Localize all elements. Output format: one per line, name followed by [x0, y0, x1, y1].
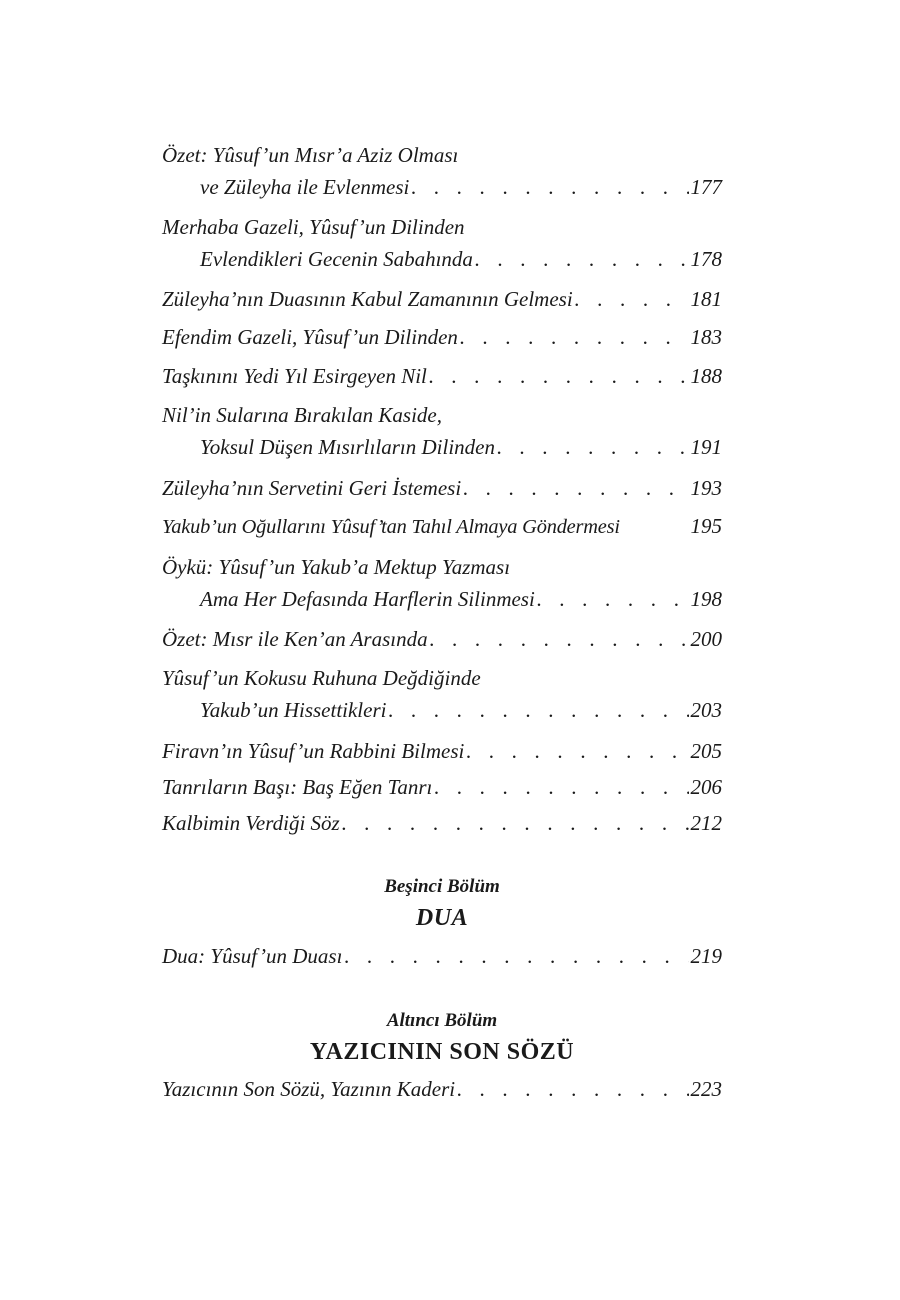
- toc-page-number: 198: [690, 587, 722, 611]
- toc-entry-line: [162, 771, 722, 803]
- dot-leader: [463, 472, 688, 504]
- toc-entry-title-line1: Merhaba Gazeli, Yûsuf’un Dilinden: [162, 215, 465, 239]
- toc-entry[interactable]: [162, 807, 722, 839]
- toc-entry[interactable]: [162, 399, 722, 463]
- dot-leader: [434, 771, 688, 803]
- toc-entry[interactable]: [162, 360, 722, 392]
- toc-entry-line: [162, 662, 722, 694]
- toc-entry-title-line1: Öykü: Yûsuf’un Yakub’a Mektup Yazması: [162, 555, 511, 579]
- toc-entry-title: Efendim Gazeli, Yûsuf’un Dilinden: [162, 325, 458, 349]
- toc-page-number: 205: [690, 739, 722, 763]
- toc-entry-line: [162, 1073, 722, 1105]
- toc-entry-line: [162, 431, 722, 463]
- dot-leader: [575, 283, 689, 315]
- toc-page-number: 191: [690, 435, 722, 459]
- toc-entry[interactable]: [162, 551, 722, 615]
- section-title: YAZICININ SON SÖZÜ: [309, 1039, 575, 1065]
- toc-entry-line: [162, 472, 722, 504]
- toc-page-number: 177: [690, 175, 722, 199]
- toc-entry-title: Özet: Mısr ile Ken’an Arasında: [162, 627, 428, 651]
- toc-entry-line: [162, 583, 722, 615]
- toc-page-number: 178: [690, 247, 722, 271]
- dot-leader: [457, 1073, 688, 1105]
- toc-entry-title-line2: Yoksul Düşen Mısırlıların Dilinden: [200, 435, 495, 459]
- toc-entry-line: [162, 283, 722, 315]
- toc-entry-line: [162, 360, 722, 392]
- toc-entry-line: [162, 551, 722, 583]
- toc-page-number: 203: [690, 698, 722, 722]
- dot-leader: [497, 431, 689, 463]
- toc-page-number: 193: [690, 476, 722, 500]
- toc-entry-title-line1: Yûsuf’un Kokusu Ruhuna Değdiğinde: [162, 666, 481, 690]
- toc-entry-title-line1: Özet: Yûsuf’un Mısr’a Aziz Olması: [162, 143, 459, 167]
- toc-entry[interactable]: [162, 472, 722, 504]
- toc-entry-title: Yazıcının Son Sözü, Yazının Kaderi: [162, 1077, 456, 1101]
- dot-leader: [411, 171, 688, 203]
- toc-entry-line: [162, 211, 722, 243]
- dot-leader: [430, 623, 689, 655]
- toc-entry-title: Tanrıların Başı: Baş Eğen Tanrı: [162, 775, 433, 799]
- toc-entry[interactable]: [162, 771, 722, 803]
- toc-page-number: 219: [690, 944, 722, 968]
- toc-page-number: 223: [690, 1077, 722, 1101]
- toc-entry-title: Taşkınını Yedi Yıl Esirgeyen Nil: [162, 364, 427, 388]
- dot-leader: [460, 321, 689, 353]
- toc-entry[interactable]: [162, 321, 722, 353]
- dot-leader: [537, 583, 689, 615]
- toc-page-number: 206: [690, 775, 722, 799]
- toc-entry-title-line1: Nil’in Sularına Bırakılan Kaside,: [162, 403, 443, 427]
- toc-page-number: 195: [690, 514, 722, 538]
- toc-entry-title: Züleyha’nın Duasının Kabul Zamanının Gelmesi: [162, 287, 573, 311]
- toc-entry-title-line2: Ama Her Defasında Harflerin Silinmesi: [200, 587, 535, 611]
- toc-entry[interactable]: [162, 940, 722, 972]
- toc-entry[interactable]: [162, 662, 722, 726]
- section-subtitle: Beşinci Bölüm: [384, 876, 500, 897]
- toc-entry-line: [162, 807, 722, 839]
- toc-entry[interactable]: [162, 211, 722, 275]
- toc-entry-line: [162, 243, 722, 275]
- dot-leader: [466, 735, 688, 767]
- table-of-contents-page: [162, 0, 722, 1300]
- toc-entry-title-line2: ve Züleyha ile Evlenmesi: [200, 175, 410, 199]
- dot-leader: [342, 807, 689, 839]
- toc-entry-line: [162, 735, 722, 767]
- toc-entry-line: [162, 399, 722, 431]
- toc-entry-line: [162, 623, 722, 655]
- toc-page-number: 188: [690, 364, 722, 388]
- toc-entry-title-line2: Evlendikleri Gecenin Sabahında: [200, 247, 473, 271]
- dot-leader: [388, 694, 688, 726]
- toc-entry-title: Kalbimin Verdiği Söz: [162, 811, 340, 835]
- toc-entry-line: [162, 940, 722, 972]
- toc-entry-title: Dua: Yûsuf’un Duası: [162, 944, 343, 968]
- toc-entry-title: Yakub’un Oğullarını Yûsuf’tan Tahıl Almaya Göndermesi: [162, 516, 620, 538]
- toc-page-number: 200: [690, 627, 722, 651]
- toc-page-number: 212: [690, 811, 722, 835]
- toc-entry[interactable]: [162, 735, 722, 767]
- toc-entry[interactable]: [162, 139, 722, 203]
- toc-entry-title: Züleyha’nın Servetini Geri İstemesi: [162, 476, 462, 500]
- toc-page-number: 181: [690, 287, 722, 311]
- toc-entry[interactable]: [162, 510, 722, 542]
- dot-leader: [344, 940, 688, 972]
- toc-entry[interactable]: [162, 1073, 722, 1105]
- toc-entry-line: [162, 171, 722, 203]
- toc-entry-title: Firavn’ın Yûsuf’un Rabbini Bilmesi: [162, 739, 465, 763]
- toc-entry-line: [162, 321, 722, 353]
- toc-entry-title-line2: Yakub’un Hissettikleri: [200, 698, 387, 722]
- section-subtitle: Altıncı Bölüm: [386, 1010, 498, 1031]
- dot-leader: [429, 360, 689, 392]
- toc-entry-line: [162, 510, 722, 542]
- toc-entry[interactable]: [162, 623, 722, 655]
- toc-page-number: 183: [690, 325, 722, 349]
- toc-entry-line: [162, 139, 722, 171]
- section-title: DUA: [415, 905, 469, 931]
- toc-entry[interactable]: [162, 283, 722, 315]
- dot-leader: [475, 243, 689, 275]
- toc-entry-line: [162, 694, 722, 726]
